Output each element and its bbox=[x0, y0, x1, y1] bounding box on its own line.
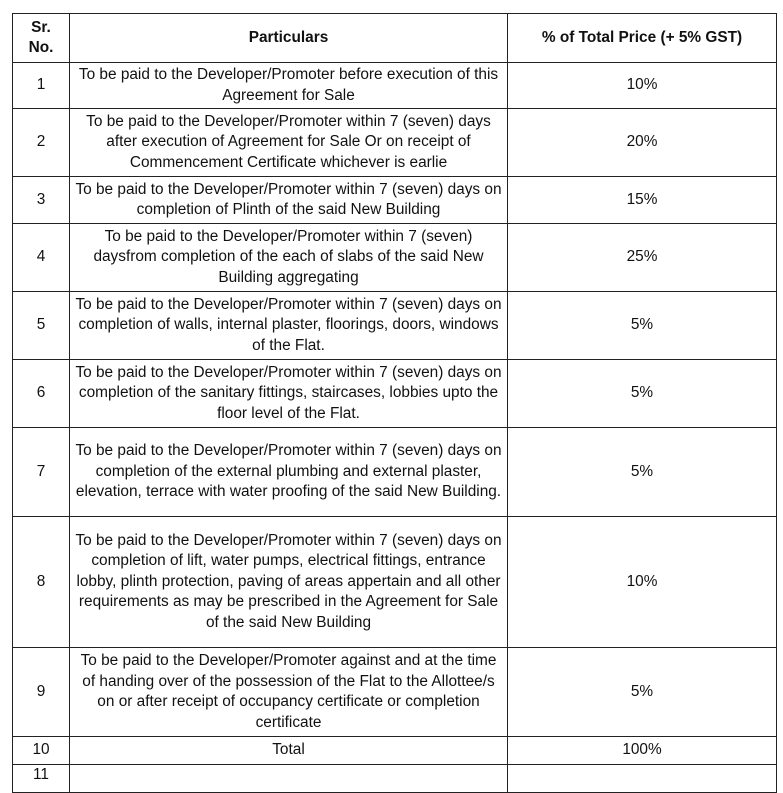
row-sr-no: 4 bbox=[13, 224, 70, 292]
header-sr-no: Sr. No. bbox=[13, 14, 70, 63]
row-sr-no: 11 bbox=[13, 765, 70, 793]
header-particulars: Particulars bbox=[70, 14, 508, 63]
table-row bbox=[13, 428, 777, 517]
row-sr-no: 8 bbox=[13, 517, 70, 648]
row-sr-no: 1 bbox=[13, 63, 70, 109]
row-sr-no: 5 bbox=[13, 292, 70, 360]
row-percent: 5% bbox=[508, 360, 777, 428]
table-row bbox=[13, 177, 777, 224]
row-particulars: To be paid to the Developer/Promoter within 7 (seven) days after execution of Agreement for Sale Or on receipt of Commencement Certificate whichever is earlie bbox=[70, 109, 508, 177]
table-row bbox=[13, 648, 777, 737]
row-percent: 10% bbox=[508, 517, 777, 648]
row-particulars: To be paid to the Developer/Promoter within 7 (seven) days on completion of the sanitary fittings, staircases, lobbies upto the floor level of the Flat. bbox=[70, 360, 508, 428]
row-sr-no: 2 bbox=[13, 109, 70, 177]
row-percent: 25% bbox=[508, 224, 777, 292]
header-percent: % of Total Price (+ 5% GST) bbox=[508, 14, 777, 63]
row-percent: 5% bbox=[508, 648, 777, 737]
table-row bbox=[13, 765, 777, 793]
row-sr-no: 10 bbox=[13, 737, 70, 765]
table-row bbox=[13, 517, 777, 648]
row-percent: 20% bbox=[508, 109, 777, 177]
row-percent: 10% bbox=[508, 63, 777, 109]
table-row bbox=[13, 109, 777, 177]
row-sr-no: 3 bbox=[13, 177, 70, 224]
table-row bbox=[13, 63, 777, 109]
row-percent: 5% bbox=[508, 292, 777, 360]
row-particulars: To be paid to the Developer/Promoter within 7 (seven) days on completion of Plinth of the said New Building bbox=[70, 177, 508, 224]
row-sr-no: 6 bbox=[13, 360, 70, 428]
row-particulars: To be paid to the Developer/Promoter within 7 (seven) days on completion of the external plumbing and external plaster, elevation, terrace with water proofing of the said New Building. bbox=[70, 428, 508, 517]
row-particulars bbox=[70, 765, 508, 793]
table-row bbox=[13, 292, 777, 360]
row-particulars: To be paid to the Developer/Promoter against and at the time of handing over of the possession of the Flat to the Allottee/s on or after receipt of occupancy certificate or completion certificate bbox=[70, 648, 508, 737]
payment-schedule-table bbox=[12, 13, 777, 793]
total-label: Total bbox=[70, 737, 508, 765]
row-sr-no: 7 bbox=[13, 428, 70, 517]
table-row bbox=[13, 360, 777, 428]
row-sr-no: 9 bbox=[13, 648, 70, 737]
row-particulars: To be paid to the Developer/Promoter within 7 (seven) days on completion of lift, water pumps, electrical fittings, entrance lobby, plinth protection, paving of areas appertain and all other requirements as may be prescribed in the Agreement for Sale of the said New Building bbox=[70, 517, 508, 648]
row-particulars: To be paid to the Developer/Promoter within 7 (seven) daysfrom completion of the each of slabs of the said New Building aggregating bbox=[70, 224, 508, 292]
row-percent: 15% bbox=[508, 177, 777, 224]
row-percent bbox=[508, 765, 777, 793]
table-row-total bbox=[13, 737, 777, 765]
table-row bbox=[13, 224, 777, 292]
table-header-row bbox=[13, 14, 777, 63]
total-percent: 100% bbox=[508, 737, 777, 765]
row-particulars: To be paid to the Developer/Promoter within 7 (seven) days on completion of walls, internal plaster, floorings, doors, windows of the Flat. bbox=[70, 292, 508, 360]
row-percent: 5% bbox=[508, 428, 777, 517]
row-particulars: To be paid to the Developer/Promoter before execution of this Agreement for Sale bbox=[70, 63, 508, 109]
